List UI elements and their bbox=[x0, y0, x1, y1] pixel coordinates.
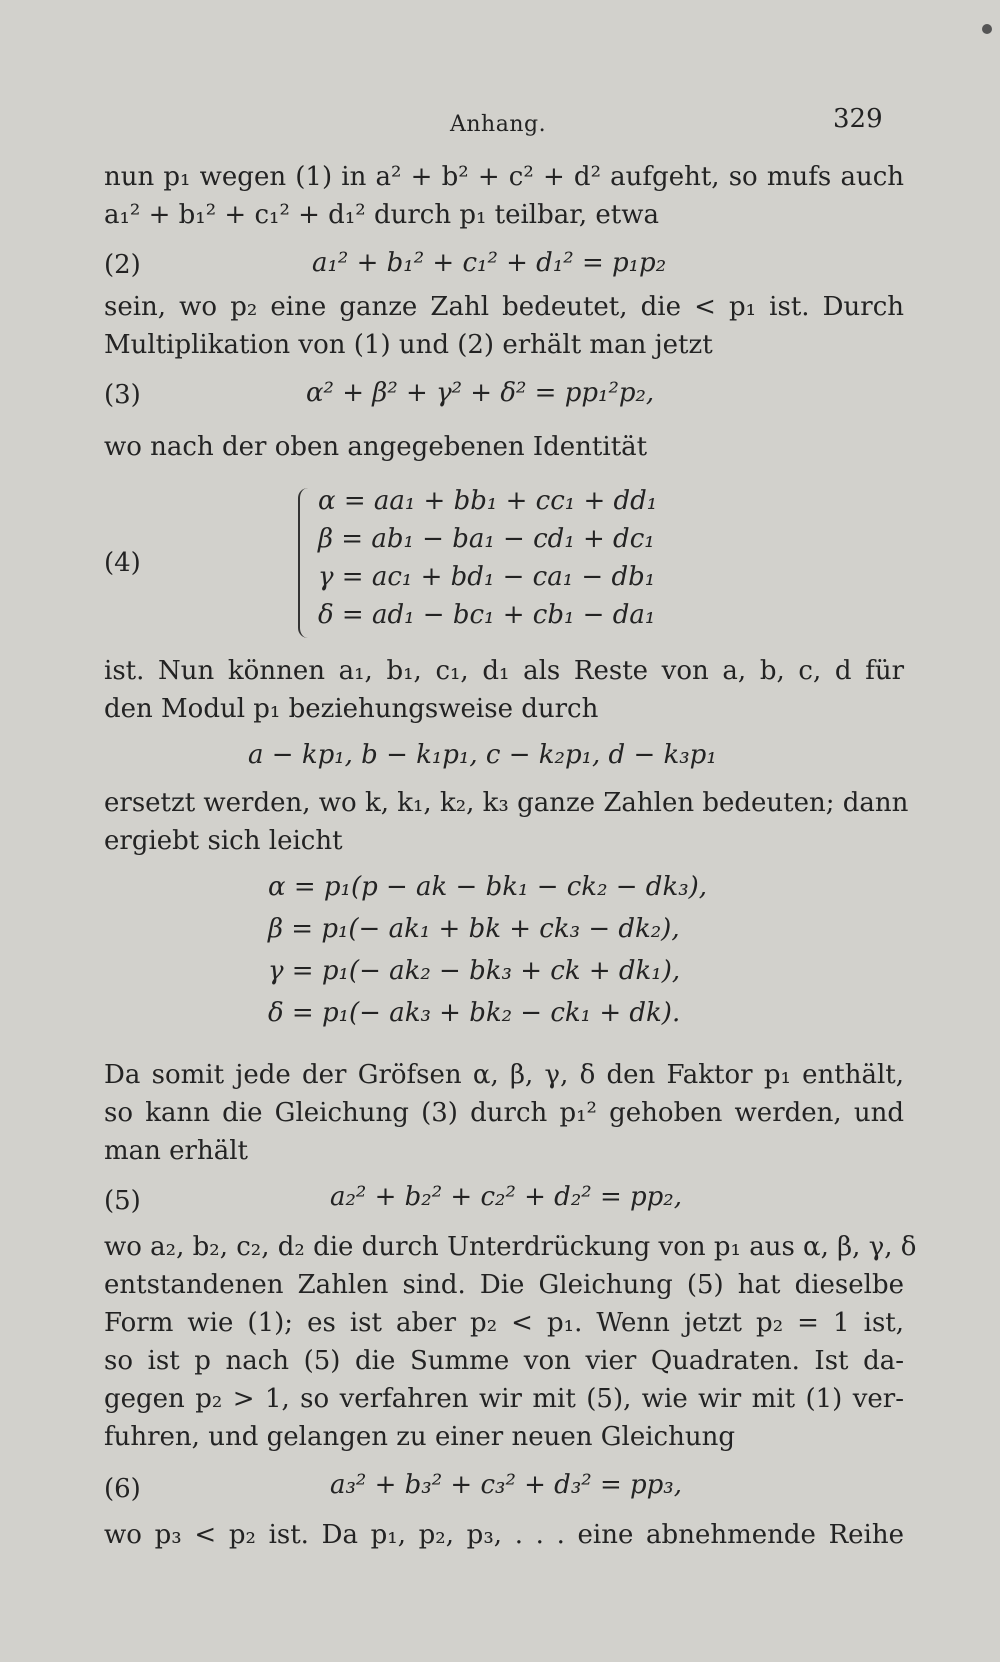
page-number: 329 bbox=[833, 104, 883, 134]
text-line: nun p₁ wegen (1) in a² + b² + c² + d² aufgeht, so mufs auch bbox=[104, 162, 904, 192]
text-line: wo a₂, b₂, c₂, d₂ die durch Unterdrückung von p₁ aus α, β, γ, δ bbox=[104, 1232, 917, 1262]
derived-equation: α = p₁(p − ak − bk₁ − ck₂ − dk₃), bbox=[268, 872, 708, 902]
text-line: ersetzt werden, wo k, k₁, k₂, k₃ ganze Zahlen bedeuten; dann bbox=[104, 788, 909, 818]
text-line: Multiplikation von (1) und (2) erhält man jetzt bbox=[104, 330, 713, 360]
derived-equation: δ = p₁(− ak₃ + bk₂ − ck₁ + dk). bbox=[268, 998, 681, 1028]
derived-equation: γ = p₁(− ak₂ − bk₃ + ck + dk₁), bbox=[268, 956, 681, 986]
equation-4-line: γ = ac₁ + bd₁ − ca₁ − db₁ bbox=[318, 562, 656, 592]
equation-number: (6) bbox=[104, 1474, 141, 1504]
equation-4-line: δ = ad₁ − bc₁ + cb₁ − da₁ bbox=[318, 600, 656, 630]
text-line: so kann die Gleichung (3) durch p₁² gehoben werden, und bbox=[104, 1098, 904, 1128]
text-line: ist. Nun können a₁, b₁, c₁, d₁ als Reste von a, b, c, d für bbox=[104, 656, 904, 686]
text-line: Form wie (1); es ist aber p₂ < p₁. Wenn jetzt p₂ = 1 ist, bbox=[104, 1308, 904, 1338]
ink-spot bbox=[982, 24, 992, 34]
equation-3: α² + β² + γ² + δ² = pp₁²p₂, bbox=[306, 378, 655, 408]
text-line: ergiebt sich leicht bbox=[104, 826, 343, 856]
equation-5: a₂² + b₂² + c₂² + d₂² = pp₂, bbox=[330, 1182, 682, 1212]
text-line: den Modul p₁ beziehungsweise durch bbox=[104, 694, 599, 724]
equation-4-line: α = aa₁ + bb₁ + cc₁ + dd₁ bbox=[318, 486, 658, 516]
running-header: Anhang. bbox=[450, 112, 547, 137]
derived-equation: β = p₁(− ak₁ + bk + ck₃ − dk₂), bbox=[268, 914, 680, 944]
equation-number: (5) bbox=[104, 1186, 141, 1216]
text-line: wo p₃ < p₂ ist. Da p₁, p₂, p₃, . . . eine abnehmende Reihe bbox=[104, 1520, 904, 1550]
text-line: gegen p₂ > 1, so verfahren wir mit (5), wie wir mit (1) ver- bbox=[104, 1384, 904, 1414]
residues-equation: a − kp₁, b − k₁p₁, c − k₂p₁, d − k₃p₁ bbox=[248, 740, 717, 770]
equation-number: (4) bbox=[104, 548, 141, 578]
text-line: entstandenen Zahlen sind. Die Gleichung (5) hat dieselbe bbox=[104, 1270, 904, 1300]
left-brace bbox=[298, 488, 312, 638]
text-line: a₁² + b₁² + c₁² + d₁² durch p₁ teilbar, etwa bbox=[104, 200, 659, 230]
text-line: Da somit jede der Gröfsen α, β, γ, δ den Faktor p₁ enthält, bbox=[104, 1060, 904, 1090]
text-line: wo nach der oben angegebenen Identität bbox=[104, 432, 648, 462]
text-line: sein, wo p₂ eine ganze Zahl bedeutet, die < p₁ ist. Durch bbox=[104, 292, 904, 322]
equation-2: a₁² + b₁² + c₁² + d₁² = p₁p₂ bbox=[312, 248, 667, 278]
equation-4-line: β = ab₁ − ba₁ − cd₁ + dc₁ bbox=[318, 524, 655, 554]
equation-number: (2) bbox=[104, 250, 141, 280]
equation-number: (3) bbox=[104, 380, 141, 410]
text-line: so ist p nach (5) die Summe von vier Quadraten. Ist da- bbox=[104, 1346, 904, 1376]
equation-6: a₃² + b₃² + c₃² + d₃² = pp₃, bbox=[330, 1470, 682, 1500]
text-line: man erhält bbox=[104, 1136, 248, 1166]
text-line: fuhren, und gelangen zu einer neuen Gleichung bbox=[104, 1422, 735, 1452]
